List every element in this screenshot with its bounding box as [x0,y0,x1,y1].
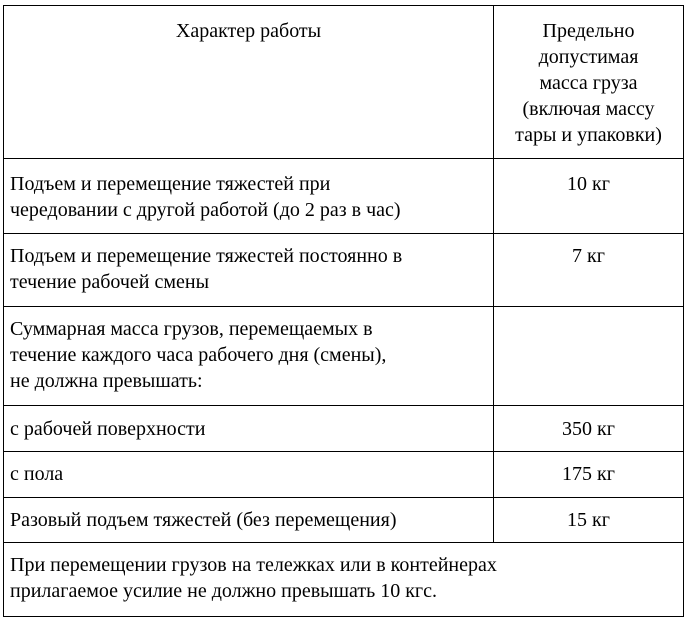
footer-note-line: При перемещении грузов на тележках или в контейнерах [10,554,497,576]
row-description-line: с пола [10,463,64,485]
row-value: 350 кг [494,406,684,452]
table-row [4,498,684,543]
table-row [4,159,684,234]
row-description-line: Подъем и перемещение тяжестей при [10,173,331,195]
footer-note [4,543,684,617]
table-row [4,406,684,452]
row-description-line: Разовый подъем тяжестей (без перемещения) [10,509,397,531]
table-footer-row [4,543,684,617]
row-description [4,307,494,406]
row-value: 15 кг [494,498,684,543]
table-row [4,452,684,498]
table-row [4,234,684,307]
header-max-weight [494,6,684,159]
header-work-type [4,6,494,159]
weight-limits-table [3,5,684,617]
header-max-weight-line: (включая массу [522,98,655,120]
row-description-line: с рабочей поверхности [10,418,206,440]
row-description [4,452,494,498]
header-max-weight-line: тары и упаковки) [515,124,662,146]
header-max-weight-line: масса груза [539,72,638,94]
row-value [494,307,684,406]
row-description [4,159,494,234]
row-description-line: течение каждого часа рабочего дня (смены), [10,344,387,366]
header-max-weight-line: Предельно [542,20,635,42]
table-header-row [4,6,684,159]
row-value: 175 кг [494,452,684,498]
row-description-line: Подъем и перемещение тяжестей постоянно в [10,245,403,267]
row-description-line: течение рабочей смены [10,271,210,293]
row-value: 10 кг [494,159,684,234]
row-description [4,406,494,452]
footer-note-line: прилагаемое усилие не должно превышать 10 кгс. [10,580,438,602]
header-max-weight-line: допустимая [538,46,639,68]
row-description-line: не должна превышать: [10,370,203,392]
table-row [4,307,684,406]
row-description [4,498,494,543]
row-description-line: Суммарная масса грузов, перемещаемых в [10,318,373,340]
row-value: 7 кг [494,234,684,307]
row-description [4,234,494,307]
header-work-type-label: Характер работы [175,20,322,42]
row-description-line: чередовании с другой работой (до 2 раз в час) [10,199,401,221]
